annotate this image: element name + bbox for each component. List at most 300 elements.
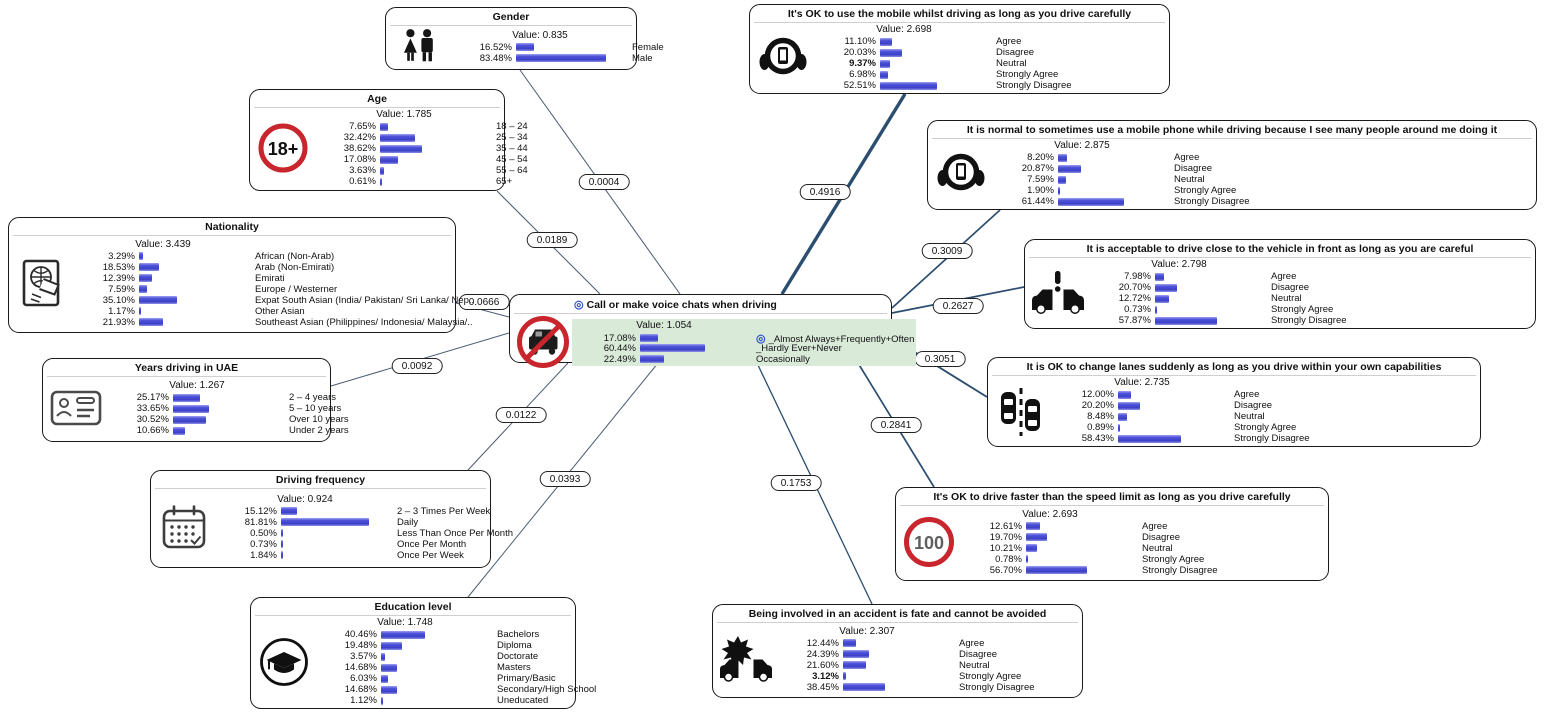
probability-bar <box>880 38 892 46</box>
distribution-row <box>314 165 528 176</box>
state-label-text: Doctorate <box>497 651 539 662</box>
state-label <box>1234 389 1474 400</box>
edge-weight-label: 0.2841 <box>871 417 922 433</box>
probability-label: 10.21% <box>989 542 1022 554</box>
probability-bar-track <box>281 529 393 537</box>
probability-bar-track <box>139 296 251 304</box>
state-label <box>632 42 664 53</box>
probability-bar-track <box>281 551 393 559</box>
state-label-text: Strongly Disagree <box>1174 196 1250 207</box>
node-title-text: Education level <box>374 601 452 613</box>
probability-label: 61.44% <box>1021 196 1054 207</box>
probability-label: 12.61% <box>989 520 1022 532</box>
edge-weight-label: 0.0004 <box>579 174 630 190</box>
probability-bar-track <box>880 49 992 57</box>
state-label-text: 2 – 3 Times Per Week <box>397 505 491 517</box>
state-label-text: Daily <box>397 516 419 528</box>
probability-bar-track <box>880 71 992 79</box>
distribution-row <box>574 354 914 365</box>
probability-bar-track <box>139 285 251 293</box>
state-label-text: Neutral <box>1142 542 1173 554</box>
state-label <box>1174 152 1530 163</box>
node-title-text: It is acceptable to drive close to the vehicle in front as long as you are careful <box>1086 243 1474 255</box>
probability-bar <box>640 344 705 352</box>
distribution-row <box>73 273 474 284</box>
state-label <box>255 262 474 273</box>
state-label-text: Neutral <box>959 659 990 671</box>
probability-bar-track <box>1155 317 1267 325</box>
state-label <box>632 53 664 64</box>
node-normal_mobile[interactable] <box>927 120 1537 210</box>
node-title <box>13 220 451 236</box>
distribution-row <box>315 673 596 684</box>
probability-label: 20.20% <box>1081 400 1114 411</box>
probability-bar-track <box>843 639 955 647</box>
distribution-row <box>450 42 664 53</box>
probability-bar <box>1155 273 1164 281</box>
distribution-row <box>315 662 596 673</box>
distribution-row <box>777 671 1076 682</box>
edge-weight-label: 0.0122 <box>496 407 547 423</box>
node-title-text: It is normal to sometimes use a mobile phone while driving because I see many people around me doing it <box>966 124 1498 136</box>
node-gender[interactable] <box>385 7 664 70</box>
state-label <box>1271 282 1529 293</box>
state-label <box>497 662 596 673</box>
probability-bar <box>281 507 297 515</box>
probability-label: 56.70% <box>989 564 1022 576</box>
gender-icon <box>390 27 448 67</box>
distribution-row <box>814 58 1163 69</box>
state-label <box>255 273 474 284</box>
state-label <box>497 651 596 662</box>
no-phone-driving-icon <box>514 314 572 370</box>
state-label-text: Disagree <box>959 648 998 660</box>
distribution-row <box>960 532 1322 543</box>
distribution-row <box>107 425 349 436</box>
state-label-text: Uneducated <box>497 695 549 706</box>
probability-label: 14.68% <box>344 684 377 695</box>
state-label <box>1271 293 1529 304</box>
probability-label: 83.48% <box>479 52 512 64</box>
probability-bar-track <box>380 156 492 164</box>
node-title-text: Gender <box>492 11 530 23</box>
probability-bar <box>1118 391 1131 399</box>
state-label <box>959 671 1076 682</box>
state-label-text: Neutral <box>996 58 1027 69</box>
probability-bar <box>880 82 937 90</box>
probability-bar-track <box>381 664 493 672</box>
probability-bar-track <box>1118 424 1230 432</box>
node-change_lanes[interactable] <box>987 357 1481 447</box>
probability-bar-track <box>1155 306 1267 314</box>
probability-label: 6.98% <box>849 69 876 80</box>
probability-label: 12.72% <box>1118 293 1151 304</box>
probability-label: 15.12% <box>244 505 277 517</box>
distribution-row <box>315 629 596 640</box>
probability-bar-track <box>380 178 492 186</box>
state-label-text: _Hardly Ever+Never <box>756 342 842 354</box>
probability-bar <box>1058 154 1067 162</box>
state-label <box>996 80 1163 91</box>
state-label <box>1142 532 1322 543</box>
probability-bar-track <box>380 134 492 142</box>
state-label-text: Primary/Basic <box>497 673 556 684</box>
probability-bar <box>381 697 383 705</box>
node-title <box>932 123 1532 139</box>
state-label-text: Strongly Agree <box>1234 422 1297 433</box>
node-years_driving[interactable] <box>42 358 349 442</box>
state-label-text: 2 – 4 years <box>289 392 336 403</box>
probability-bar <box>516 43 534 51</box>
distribution-row <box>1089 271 1529 282</box>
probability-bar-track <box>843 661 955 669</box>
node-title-text: Nationality <box>205 221 259 233</box>
probability-label: 24.39% <box>806 648 839 660</box>
state-label-text: Agree <box>1174 152 1200 163</box>
distribution-row <box>315 640 596 651</box>
probability-label: 3.29% <box>108 250 135 262</box>
node-value: Value: 1.748 <box>377 617 433 628</box>
probability-bar <box>1155 306 1157 314</box>
distribution-row <box>960 521 1322 532</box>
state-label-text: 65+ <box>496 176 513 187</box>
state-label-text: Strongly Disagree <box>1234 433 1310 444</box>
probability-bar-track <box>281 518 393 526</box>
state-label <box>255 295 474 306</box>
steering-wheel-phone-icon <box>932 151 990 197</box>
probability-label: 0.73% <box>1124 304 1151 315</box>
probability-bar-track <box>640 355 752 363</box>
probability-label: 18.53% <box>102 261 135 273</box>
probability-bar-track <box>1155 295 1267 303</box>
state-label <box>255 306 474 317</box>
state-label-text: African (Non-Arab) <box>255 250 335 262</box>
probability-bar <box>1155 317 1217 325</box>
speed-limit-100-icon <box>900 515 958 569</box>
lane-change-icon <box>992 386 1050 436</box>
state-label-text: Neutral <box>1271 293 1302 304</box>
edge-weight-label: 0.0189 <box>527 232 578 248</box>
node-title <box>754 7 1165 23</box>
distribution-row <box>777 649 1076 660</box>
probability-label: 8.20% <box>1027 152 1054 163</box>
probability-bar-track <box>1026 533 1138 541</box>
distribution-row <box>107 392 349 403</box>
distribution-row <box>992 174 1530 185</box>
probability-bar <box>381 675 388 683</box>
state-label <box>397 528 513 539</box>
state-label-text: Strongly Disagree <box>996 80 1072 91</box>
probability-label: 7.59% <box>108 283 135 295</box>
target-state-icon: ◎ <box>756 332 766 345</box>
state-label <box>1174 185 1530 196</box>
state-label-text: Southeast Asian (Philippines/ Indonesia/ Malaysia/.. <box>255 316 473 328</box>
probability-label: 14.68% <box>344 662 377 673</box>
distribution-row <box>1052 389 1474 400</box>
state-label-text: Strongly Agree <box>1174 185 1237 196</box>
probability-label: 81.81% <box>244 516 277 528</box>
distribution-row <box>73 284 474 295</box>
probability-label: 0.73% <box>250 538 277 550</box>
node-drive_close[interactable] <box>1024 239 1536 329</box>
probability-label: 3.57% <box>350 651 377 662</box>
node-age[interactable] <box>249 89 528 191</box>
probability-bar <box>1118 424 1120 432</box>
probability-bar-track <box>1058 154 1170 162</box>
probability-bar-track <box>1026 555 1138 563</box>
probability-label: 38.62% <box>343 143 376 154</box>
distribution-row <box>450 53 664 64</box>
state-label <box>1234 433 1474 444</box>
probability-bar <box>139 318 163 326</box>
state-label <box>497 640 596 651</box>
state-label-text: Arab (Non-Emirati) <box>255 261 335 273</box>
state-label <box>1271 304 1529 315</box>
node-title-text: Years driving in UAE <box>134 362 239 374</box>
distribution-row <box>314 176 528 187</box>
probability-bar-track <box>380 145 492 153</box>
state-label-text: Europe / Westerner <box>255 283 338 295</box>
state-label-text: Agree <box>959 637 985 649</box>
probability-bar-track <box>1058 165 1170 173</box>
state-label-text: Strongly Agree <box>996 69 1059 80</box>
node-nationality[interactable] <box>8 217 475 333</box>
state-label <box>959 682 1076 693</box>
state-label-text: 35 – 44 <box>496 143 528 154</box>
state-label-text: Expat South Asian (India/ Pakistan/ Sri Lanka/ Nep.. <box>255 294 475 306</box>
node-mobile_ok[interactable] <box>749 4 1170 94</box>
distribution-row <box>992 152 1530 163</box>
state-label <box>756 354 914 365</box>
probability-bar-track <box>516 54 628 62</box>
distribution-row <box>73 317 474 328</box>
state-label-text: Less Than Once Per Month <box>397 527 513 539</box>
state-label-text: Other Asian <box>255 305 305 317</box>
distribution-row <box>314 154 528 165</box>
node-title-text: Call or make voice chats when driving <box>586 299 777 311</box>
state-label <box>497 629 596 640</box>
distribution-row <box>315 651 596 662</box>
distribution-row <box>215 528 513 539</box>
state-label <box>496 165 528 176</box>
distribution-row <box>960 554 1322 565</box>
distribution-row <box>814 80 1163 91</box>
state-label-text: Disagree <box>1174 163 1213 174</box>
probability-bar <box>1118 435 1181 443</box>
probability-bar <box>1026 533 1047 541</box>
probability-bar <box>1058 187 1060 195</box>
state-label <box>1271 315 1529 326</box>
probability-bar <box>880 60 890 68</box>
edge-line-normal_mobile[interactable] <box>892 210 1000 308</box>
distribution-row <box>777 682 1076 693</box>
probability-label: 12.44% <box>806 637 839 649</box>
probability-bar <box>139 307 141 315</box>
probability-label: 40.46% <box>344 629 377 640</box>
probability-bar <box>380 178 382 186</box>
distribution-row <box>215 550 513 561</box>
node-title-text: It's OK to use the mobile whilst driving as long as you drive carefully <box>787 8 1132 20</box>
probability-label: 25.17% <box>136 392 169 403</box>
probability-label: 38.45% <box>806 681 839 693</box>
probability-bar <box>139 252 143 260</box>
probability-label: 3.12% <box>812 670 839 682</box>
node-education[interactable] <box>250 597 597 709</box>
distribution-row <box>574 332 914 343</box>
probability-bar <box>173 427 185 435</box>
node-accident_fate[interactable] <box>712 604 1083 698</box>
node-title-text: Age <box>367 93 387 105</box>
svg-text:100: 100 <box>913 533 945 553</box>
probability-bar <box>380 145 422 153</box>
probability-bar <box>380 123 388 131</box>
probability-bar <box>173 394 200 402</box>
probability-label: 20.87% <box>1021 163 1054 174</box>
distribution-row <box>992 196 1530 207</box>
probability-label: 20.70% <box>1118 282 1151 293</box>
node-value: Value: 3.439 <box>135 238 191 250</box>
state-label-text: Disagree <box>996 47 1035 58</box>
probability-bar-track <box>281 507 393 515</box>
state-label-text: Emirati <box>255 272 285 284</box>
distribution-row <box>1089 315 1529 326</box>
node-value: Value: 2.307 <box>839 625 895 637</box>
node-value: Value: 0.835 <box>512 29 568 41</box>
probability-bar <box>381 642 402 650</box>
probability-bar-track <box>173 394 285 402</box>
probability-label: 19.48% <box>344 640 377 651</box>
probability-label: 1.84% <box>250 549 277 561</box>
state-label-text: Female <box>632 41 664 53</box>
distribution-row <box>1052 411 1474 422</box>
probability-bar <box>381 631 425 639</box>
state-label-text: _Almost Always+Frequently+Often <box>768 333 915 345</box>
state-label <box>1142 543 1322 554</box>
node-title <box>390 10 632 26</box>
distribution-row <box>1089 282 1529 293</box>
probability-bar <box>281 518 369 526</box>
edge-weight-label: 0.3009 <box>922 243 973 259</box>
state-label <box>1174 163 1530 174</box>
probability-bar-track <box>880 82 992 90</box>
node-title <box>717 607 1078 623</box>
state-label-text: Under 2 years <box>289 425 349 436</box>
distribution-row <box>992 163 1530 174</box>
state-label <box>496 176 528 187</box>
education-icon <box>255 636 313 688</box>
state-label <box>255 317 474 328</box>
state-label <box>289 425 349 436</box>
probability-bar-track <box>1118 413 1230 421</box>
probability-bar <box>1026 566 1087 574</box>
edge-weight-label: 0.3051 <box>915 351 966 367</box>
probability-bar-track <box>1118 435 1230 443</box>
probability-bar-track <box>281 540 393 548</box>
distribution-row <box>992 185 1530 196</box>
state-label-text: 45 – 54 <box>496 154 528 165</box>
state-label <box>996 36 1163 47</box>
probability-label: 33.65% <box>136 403 169 414</box>
state-label-text: Once Per Week <box>397 549 464 561</box>
state-label <box>496 121 528 132</box>
probability-bar <box>380 167 384 175</box>
probability-bar-track <box>1118 391 1230 399</box>
probability-bar-track <box>173 427 285 435</box>
state-label-text: Once Per Month <box>397 538 467 550</box>
state-label <box>1174 174 1530 185</box>
target-node-icon: ◎ <box>574 299 584 311</box>
state-label <box>959 660 1076 671</box>
probability-label: 8.48% <box>1087 411 1114 422</box>
distribution-row <box>73 251 474 262</box>
distribution-row <box>777 660 1076 671</box>
state-label-text: Over 10 years <box>289 414 349 425</box>
probability-bar-track <box>380 167 492 175</box>
probability-bar-track <box>843 672 955 680</box>
node-speed_limit[interactable] <box>895 487 1329 581</box>
probability-bar <box>281 540 283 548</box>
probability-bar-track <box>640 334 752 342</box>
probability-bar <box>640 355 664 363</box>
distribution-row <box>73 295 474 306</box>
nationality-passport-icon <box>13 258 71 308</box>
distribution-row <box>960 565 1322 576</box>
node-title <box>155 473 486 489</box>
state-label <box>996 58 1163 69</box>
state-label-text: Diploma <box>497 640 532 651</box>
node-value: Value: 2.875 <box>1054 140 1110 151</box>
node-title-text: Being involved in an accident is fate and cannot be avoided <box>748 608 1047 620</box>
probability-label: 17.08% <box>343 154 376 165</box>
state-label-text: 18 – 24 <box>496 121 528 132</box>
state-label-text: Disagree <box>1271 282 1310 293</box>
crash-fate-icon <box>717 634 775 684</box>
node-value: Value: 0.924 <box>277 493 333 505</box>
probability-bar <box>380 156 398 164</box>
probability-bar <box>843 683 885 691</box>
state-label-text: Strongly Agree <box>1142 553 1205 565</box>
node-call_voice[interactable] <box>509 294 915 365</box>
distribution-row <box>107 403 349 414</box>
node-title-text: It is OK to change lanes suddenly as long as you drive within your own capabilities <box>1026 361 1442 373</box>
probability-bar <box>843 661 866 669</box>
state-label <box>496 143 528 154</box>
probability-bar-track <box>516 43 628 51</box>
node-driving_frequency[interactable] <box>150 470 513 568</box>
probability-label: 16.52% <box>479 41 512 53</box>
state-label-text: Secondary/High School <box>497 684 597 695</box>
state-label <box>959 649 1076 660</box>
distribution-row <box>314 121 528 132</box>
probability-bar <box>381 686 397 694</box>
probability-label: 7.65% <box>349 121 376 132</box>
node-title-text: It's OK to drive faster than the speed limit as long as you drive carefully <box>933 491 1291 503</box>
state-label <box>1142 521 1322 532</box>
distribution-row <box>574 343 914 354</box>
distribution-row <box>1089 304 1529 315</box>
steering-wheel-phone-icon <box>754 35 812 81</box>
probability-bar <box>880 71 888 79</box>
probability-bar-track <box>640 344 752 352</box>
state-label <box>1234 411 1474 422</box>
probability-label: 12.00% <box>1081 389 1114 400</box>
probability-bar <box>1155 295 1169 303</box>
probability-label: 32.42% <box>343 132 376 143</box>
state-label-text: Agree <box>996 36 1022 47</box>
probability-label: 35.10% <box>102 294 135 306</box>
probability-bar-track <box>1058 176 1170 184</box>
probability-bar <box>1155 284 1177 292</box>
